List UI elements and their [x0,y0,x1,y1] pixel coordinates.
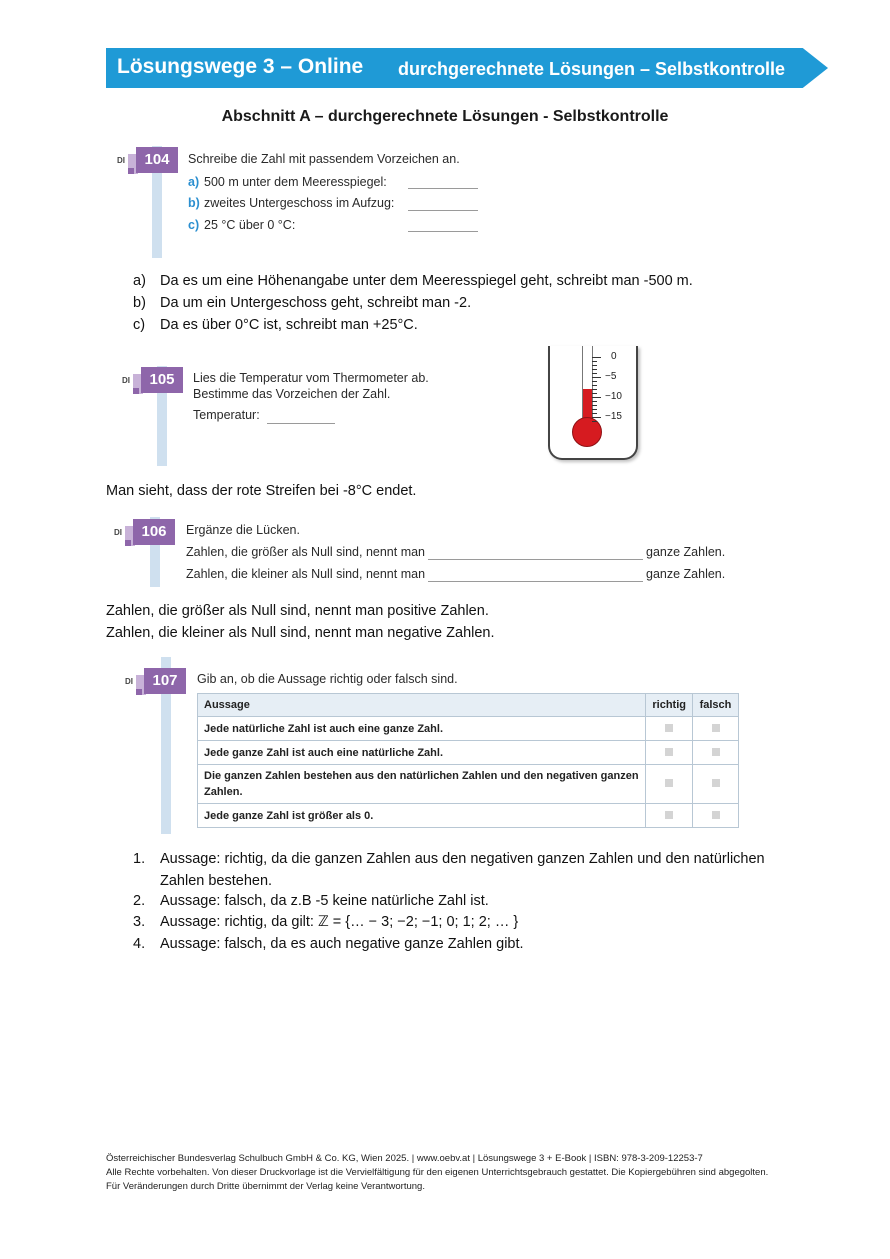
sentence-start: Zahlen, die größer als Null sind, nennt man [186,545,426,559]
statement-text: Die ganzen Zahlen bestehen aus den natürlichen Zahlen und den negativen ganzen Zahlen. [198,765,646,804]
thermometer-tick [592,409,597,410]
thermometer-tick [592,389,597,390]
di-tag: DI [114,528,122,537]
thermometer-tick [592,381,597,382]
checkbox-richtig[interactable] [665,724,673,732]
answer-blank[interactable] [408,231,478,232]
table-row [198,804,739,828]
header-aussage: Aussage [198,694,646,717]
cell-richtig [646,717,693,741]
table-row [198,765,739,804]
section-title: Abschnitt A – durchgerechnete Lösungen - Selbstkontrolle [221,108,669,125]
checkbox-falsch[interactable] [712,779,720,787]
sentence-end: ganze Zahlen. [646,567,726,581]
number-square [125,540,131,546]
number-square [133,388,139,394]
thermometer-tick [592,413,597,414]
statement-table [197,693,739,828]
item-letter: b) [188,196,200,210]
cell-falsch [693,717,739,741]
tick-label: −15 [605,411,622,422]
answer-text: Aussage: richtig, da die ganzen Zahlen aus den negativen ganzen Zahlen und den natürlichen [160,851,765,867]
answer-text: Da es um eine Höhenangabe unter dem Meeresspiegel geht, schreibt man -500 m. [160,273,693,289]
exercise-number: 106 [133,519,175,545]
answer-line [133,851,833,871]
item-text: zweites Untergeschoss im Aufzug: [204,196,395,210]
tick-label: −5 [605,371,617,382]
cell-falsch [693,765,739,804]
answer-label: a) [133,273,146,289]
exercise-instruction: Ergänze die Lücken. [186,523,300,537]
table-row [198,741,739,765]
thermometer-tick [592,397,601,398]
answer-line [133,317,833,337]
tick-label: 0 [611,351,617,362]
thermometer-bulb [572,417,602,447]
answer-label: b) [133,295,146,311]
thermometer-tick [592,357,601,358]
answer-label: 1. [133,851,146,867]
exercise-instruction: Lies die Temperatur vom Thermometer ab. [193,371,429,385]
exercise-number: 105 [141,367,183,393]
number-square [136,689,142,695]
cell-richtig [646,765,693,804]
item-letter: a) [188,175,200,189]
cell-richtig [646,741,693,765]
answer-line [133,893,833,913]
footer-disclaimer: Für Veränderungen durch Dritte übernimmt der Verlag keine Verantwortung. [106,1181,425,1192]
answer-line [133,914,833,934]
header-richtig: richtig [646,694,693,717]
answer-blank[interactable] [408,188,478,189]
thermometer-tick [592,417,601,418]
sentence-start: Zahlen, die kleiner als Null sind, nennt man [186,567,426,581]
item-text: 500 m unter dem Meeresspiegel: [204,175,387,189]
statement-text: Jede ganze Zahl ist auch eine natürliche Zahl. [198,741,646,765]
table-row [198,717,739,741]
answer-blank[interactable] [267,423,335,424]
thermometer-tick [592,361,597,362]
answer-text: Aussage: falsch, da es auch negative ganze Zahlen gibt. [160,936,524,952]
answer-text: Zahlen bestehen. [160,873,273,889]
statement-text: Jede natürliche Zahl ist auch eine ganze Zahl. [198,717,646,741]
answer-line [133,273,833,293]
answer-text: Zahlen, die kleiner als Null sind, nennt man negative Zahlen. [106,625,495,641]
checkbox-falsch[interactable] [712,748,720,756]
item-letter: c) [188,218,200,232]
number-square [128,168,134,174]
footer-publisher: Österreichischer Bundesverlag Schulbuch GmbH & Co. KG, Wien 2025. | www.oebv.at | Lösungswege 3 + E-Book | ISBN: 978-3-209-12253-7 [106,1153,703,1164]
exercise-instruction: Gib an, ob die Aussage richtig oder falsch sind. [197,672,458,686]
table-header [198,694,739,717]
sentence-end: ganze Zahlen. [646,545,726,559]
header-title: Lösungswege 3 – Online [117,55,364,78]
answer-label: 3. [133,914,146,930]
answer-line [133,936,833,956]
cell-richtig [646,804,693,828]
thermometer-tick [592,401,597,402]
thermometer-tick [592,405,597,406]
exercise-instruction: Schreibe die Zahl mit passendem Vorzeichen an. [188,152,460,166]
footer-rights: Alle Rechte vorbehalten. Von dieser Druckvorlage ist die Vervielfältigung für den eigenen Unterrichtsgebrauch gestattet. Die Kopiergebühren sind abgegolten. [106,1167,769,1178]
checkbox-falsch[interactable] [712,811,720,819]
header-subtitle: durchgerechnete Lösungen – Selbstkontrolle [398,59,786,79]
di-tag: DI [117,156,125,165]
field-label: Temperatur: [193,408,260,422]
thermometer-tick [592,369,597,370]
checkbox-richtig[interactable] [665,811,673,819]
thermometer-tick [592,377,601,378]
answer-label: 4. [133,936,146,952]
checkbox-richtig[interactable] [665,779,673,787]
thermometer-tick [592,365,597,366]
answer-text: Da es über 0°C ist, schreibt man +25°C. [160,317,418,333]
thermometer-tick [592,373,597,374]
exercise-number: 107 [144,668,186,694]
answer-text: Zahlen, die größer als Null sind, nennt man positive Zahlen. [106,603,489,619]
answer-blank[interactable] [408,210,478,211]
exercise-instruction: Bestimme das Vorzeichen der Zahl. [193,387,391,401]
answer-label: 2. [133,893,146,909]
cell-falsch [693,741,739,765]
di-tag: DI [125,677,133,686]
thermometer-tick [592,421,597,422]
cell-falsch [693,804,739,828]
thermometer-tick [592,393,597,394]
answer-text: Da um ein Untergeschoss geht, schreibt man -2. [160,295,472,311]
thermometer-tick [592,385,597,386]
header-falsch: falsch [693,694,739,717]
tick-label: −10 [605,391,622,402]
di-tag: DI [122,376,130,385]
statement-text: Jede ganze Zahl ist größer als 0. [198,804,646,828]
answer-text: Aussage: richtig, da gilt: ℤ = {… − 3; −2; −1; 0; 1; 2; … } [160,914,519,930]
answer-text: Man sieht, dass der rote Streifen bei -8°C endet. [106,483,417,499]
exercise-number: 104 [136,147,178,173]
answer-blank[interactable] [428,581,643,582]
answer-blank[interactable] [428,559,643,560]
item-text: 25 °C über 0 °C: [204,218,296,232]
checkbox-richtig[interactable] [665,748,673,756]
answer-label: c) [133,317,146,333]
answer-line [133,295,833,315]
checkbox-falsch[interactable] [712,724,720,732]
answer-text: Aussage: falsch, da z.B -5 keine natürliche Zahl ist. [160,893,489,909]
